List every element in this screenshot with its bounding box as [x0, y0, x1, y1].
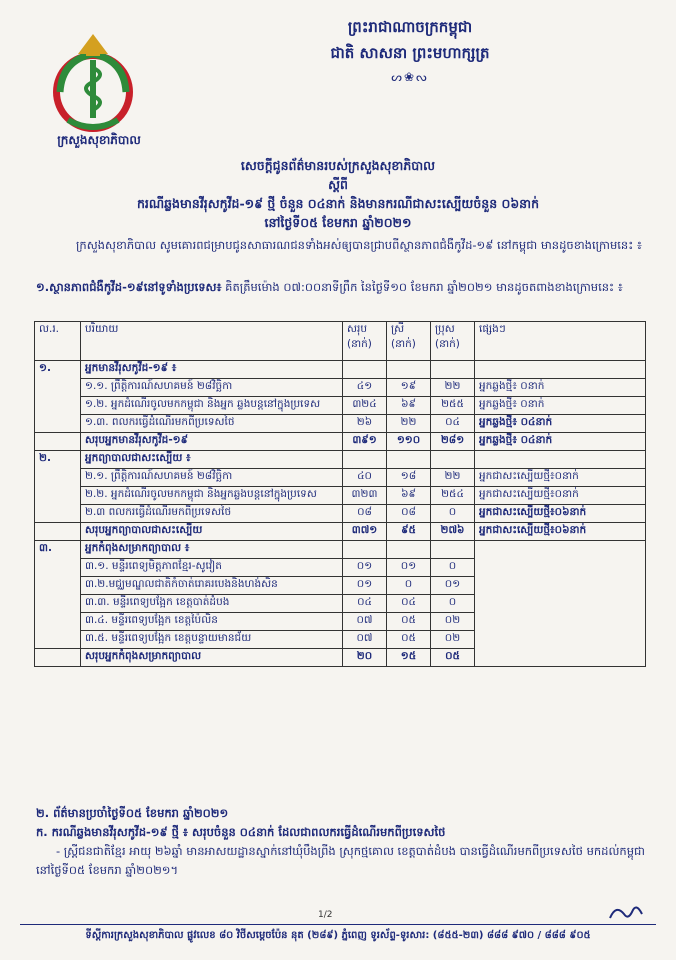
total-male: ២៧៦ [431, 523, 475, 541]
row-total: ៣២៤ [343, 397, 387, 415]
group2-no: ២. [35, 451, 81, 523]
row-other: អ្នកឆ្លងថ្មី៖ ០នាក់ [475, 397, 646, 415]
group3-title: អ្នកកំពុងសម្រាកព្យាបាល ៖ [81, 541, 343, 559]
row-total: ០៧ [343, 631, 387, 649]
row-female: ០៨ [387, 505, 431, 523]
row-desc: ២.១. ព្រឹត្តិការណ៍សហគមន៍ ២៨វិច្ឆិកា [81, 469, 343, 487]
row-total: ០៧ [343, 613, 387, 631]
row-other: អ្នកជាសះស្បើយថ្មី៖០នាក់ [475, 469, 646, 487]
row-female: ២២ [387, 415, 431, 433]
group1-header-row [35, 361, 646, 379]
table-header-row [35, 322, 646, 361]
section1-text: គិតត្រឹមម៉ោង ០៧:០០នាទីព្រឹក នៃថ្ងៃទី១០ ខែមករា ឆ្នាំ២០២១ មានដូចតពាងខាងក្រោមនេះ ៖ [221, 280, 623, 294]
row-total: ៤០ [343, 469, 387, 487]
row-female: ០៤ [387, 595, 431, 613]
total-label: សរុបអ្នកកំពុងសម្រាកព្យាបាល [81, 649, 343, 667]
row-female: ១៨ [387, 469, 431, 487]
total-male: ២៨១ [431, 433, 475, 451]
row-other: អ្នកជាសះស្បើយថ្មី៖០៦នាក់ [475, 505, 646, 523]
total-total: ៣៧១ [343, 523, 387, 541]
table-row [35, 415, 646, 433]
col-no: ល.រ. [35, 322, 81, 361]
title-line2: ស្តីពី [328, 177, 348, 192]
total-female: ១៥ [387, 649, 431, 667]
total-male: ០៥ [431, 649, 475, 667]
total-female: ៩៥ [387, 523, 431, 541]
group2-total-row [35, 523, 646, 541]
row-total: ២៦ [343, 415, 387, 433]
group1-title: អ្នកមានវីរុសកូវីដ-១៩ ៖ [81, 361, 343, 379]
col-other: ផ្សេងៗ [475, 322, 646, 361]
row-desc: ៣.៤. មន្ទីរពេទ្យបង្អែក ខេត្តប៉ៃលិន [81, 613, 343, 631]
section1-heading: ១.ស្ថានភាពជំងឺកូវីដ-១៩នៅទូទាំងប្រទេស៖ [36, 280, 222, 294]
row-desc: ៣.៣. មន្ទីរពេទ្យបង្អែក ខេត្តបាត់ដំបង [81, 595, 343, 613]
ornament: ᔕ❀ᔓ [391, 70, 429, 84]
title-line1: សេចក្តីជូនព័ត៌មានរបស់ក្រសួងសុខាភិបាល [240, 158, 436, 173]
row-male: ០ [431, 559, 475, 577]
intro-paragraph: ក្រសួងសុខាភិបាល សូមគោរពជម្រាបជូនសាធារណជនទាំងអស់ឲ្យបានជ្រាបពីស្ថានភាពជំងឺកូវីដ-១៩ នៅកម្ពុជា មានដូចខាងក្រោមនេះ ៖ [76, 238, 642, 252]
row-male: ០២ [431, 613, 475, 631]
total-total: ២០ [343, 649, 387, 667]
footer-address: ទីស្តីការក្រសួងសុខាភិបាល ផ្លូវលេខ ៨០ វិថីសម្តេចប៉ែន នុត (២៨៩) ភ្នំពេញ ទូរស័ព្ទ-ទូរសារ: (៨៥៥-២៣) ៨៨៨ ៩៧០ / ៨៨៨ ៩០៥ [85, 930, 591, 941]
table-row [35, 505, 646, 523]
row-male: ២៥៤ [431, 487, 475, 505]
row-male: ០ [431, 595, 475, 613]
table-row [35, 487, 646, 505]
footer-divider [20, 924, 656, 925]
row-desc: ១.៣. ពលករធ្វើដំណើរមកពីប្រទេសថៃ [81, 415, 343, 433]
group1-no: ១. [35, 361, 81, 433]
section1-paragraph [36, 278, 646, 297]
row-desc: ១.២. អ្នកដំណើរចូលមកកម្ពុជា និងអ្នក ឆ្លងបន្តនៅក្នុងប្រទេស [81, 397, 343, 415]
group3-no: ៣. [35, 541, 81, 649]
row-female: ០ [387, 577, 431, 595]
table-row [35, 379, 646, 397]
title-line4: នៅថ្ងៃទី០៥ ខែមករា ឆ្នាំ២០២១ [264, 215, 412, 230]
row-other: អ្នកឆ្លងថ្មី៖ ០នាក់ [475, 379, 646, 397]
table-row [35, 469, 646, 487]
group2-header-row [35, 451, 646, 469]
row-male: ២២ [431, 469, 475, 487]
total-other: អ្នកជាសះស្បើយថ្មី៖០៦នាក់ [475, 523, 646, 541]
row-female: ៦៩ [387, 487, 431, 505]
kingdom-motto [190, 18, 630, 84]
group3-header-row [35, 541, 646, 559]
page-number: 1/2 [318, 910, 333, 920]
row-desc: ១.១. ព្រឹត្តិការណ៍សហគមន៍ ២៨វិច្ឆិកា [81, 379, 343, 397]
row-desc: ៣.៥. មន្ទីរពេទ្យបង្អែក ខេត្តបន្ទាយមានជ័យ [81, 631, 343, 649]
row-desc: ៣.២.មជ្ឈមណ្ឌលជាតិកំចាត់រោគរបេងនិងហង់សិន [81, 577, 343, 595]
row-female: ០១ [387, 559, 431, 577]
row-desc: ២.២. អ្នកដំណើរចូលមកកម្ពុជា និងអ្នកឆ្លងបន្តនៅក្នុងប្រទេស [81, 487, 343, 505]
section2-heading: ២. ព័ត៌មានប្រចាំថ្ងៃទី០៥ ខែមករា ឆ្នាំ២០២១ [36, 806, 229, 820]
col-female: ស្រី (នាក់) [387, 322, 431, 361]
row-male: ០២ [431, 631, 475, 649]
col-description: បរិយាយ [81, 322, 343, 361]
group2-title: អ្នកព្យាបាលជាសះស្បើយ ៖ [81, 451, 343, 469]
total-label: សរុបអ្នកមានវីរុសកូវីដ-១៩ [81, 433, 343, 451]
row-male: ០ [431, 505, 475, 523]
signature-icon [606, 900, 646, 926]
row-total: ០៤ [343, 595, 387, 613]
col-total: សរុប (នាក់) [343, 322, 387, 361]
section2 [36, 804, 646, 880]
row-total: ៤១ [343, 379, 387, 397]
title-line3: ករណីឆ្លងមានវីរុសកូវីដ-១៩ ថ្មី ចំនួន ០៤នាក់ និងមានករណីជាសះស្បើយចំនួន ០៦នាក់ [136, 196, 540, 211]
row-male: ២២ [431, 379, 475, 397]
table-row [35, 397, 646, 415]
group1-total-row [35, 433, 646, 451]
ministry-of-health-logo [38, 30, 148, 140]
total-total: ៣៩១ [343, 433, 387, 451]
row-female: ១៩ [387, 379, 431, 397]
row-desc: ៣.១. មន្ទីរពេទ្យមិត្តភាពខ្មែរ-សូវៀត [81, 559, 343, 577]
covid-status-table [34, 321, 646, 667]
row-other: អ្នកជាសះស្បើយថ្មី៖០នាក់ [475, 487, 646, 505]
row-total: ០៨ [343, 505, 387, 523]
row-desc: ២.៣ ពលករធ្វើដំណើរមកពីប្រទេសថៃ [81, 505, 343, 523]
total-other: អ្នកឆ្លងថ្មី៖ ០៤នាក់ [475, 433, 646, 451]
kingdom-line1: ព្រះរាជាណាចក្រកម្ពុជា [347, 18, 473, 36]
row-total: ០១ [343, 577, 387, 595]
row-total: ០១ [343, 559, 387, 577]
document-title [60, 156, 616, 232]
row-male: ២៥៥ [431, 397, 475, 415]
ministry-name: ក្រសួងសុខាភិបាល [57, 133, 141, 147]
col-male: ប្រុស (នាក់) [431, 322, 475, 361]
row-female: ៦៩ [387, 397, 431, 415]
kingdom-line2: ជាតិ សាសនា ព្រះមហាក្សត្រ [330, 44, 490, 62]
section2-subheading: ក. ករណីឆ្លងមានវីរុសកូវីដ-១៩ ថ្មី ៖ សរុបចំនួន ០៤នាក់ ដែលជាពលករធ្វើដំណើរមកពីប្រទេសថៃ [36, 825, 446, 839]
row-female: ០៥ [387, 613, 431, 631]
section2-body: - ស្ត្រីជនជាតិខ្មែរ អាយុ ២៦ឆ្នាំ មានអាសយដ្ឋានស្នាក់នៅឃុំបឹងព្រីង ស្រុកថ្មគោល ខេត្តបាត់ដំបង បានធ្វើដំណើរមកពីប្រទេសថៃ មកដល់កម្ពុជានៅថ្ងៃទី០៥ ខែមករា ឆ្នាំ២០២១។ [36, 844, 645, 877]
row-male: ០៤ [431, 415, 475, 433]
total-label: សរុបអ្នកព្យាបាលជាសះស្បើយ [81, 523, 343, 541]
row-male: ០១ [431, 577, 475, 595]
row-other: អ្នកឆ្លងថ្មី៖ ០៤នាក់ [475, 415, 646, 433]
row-female: ០៥ [387, 631, 431, 649]
total-female: ១១០ [387, 433, 431, 451]
row-total: ៣២៣ [343, 487, 387, 505]
